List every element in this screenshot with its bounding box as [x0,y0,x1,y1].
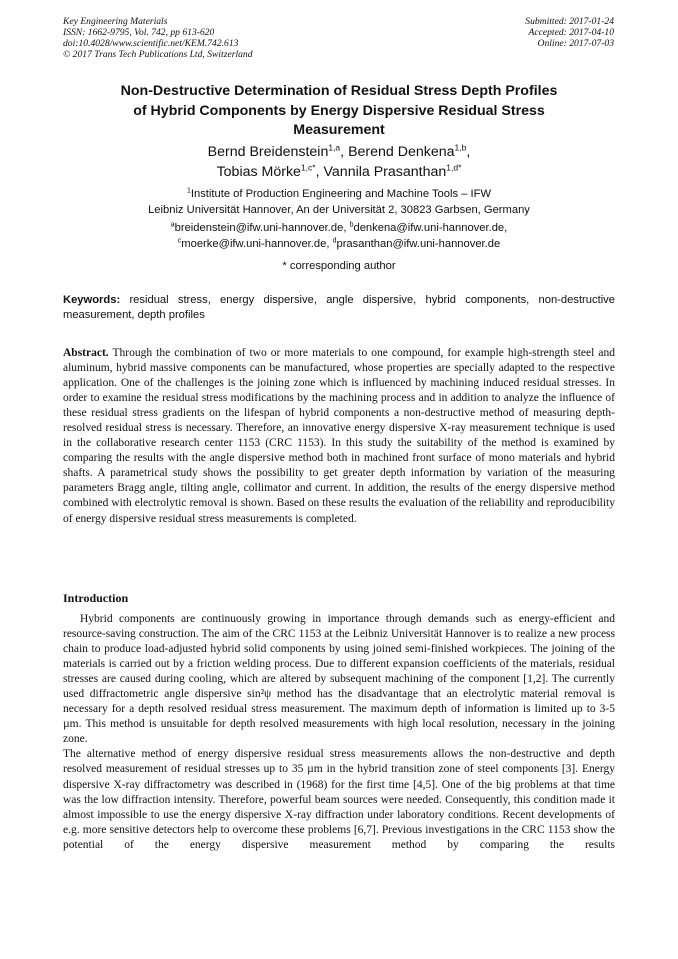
email-line-1: $^a$breidenstein@ifw.uni-hannover.de, $^b$denkena@ifw.uni-hannover.de, [170,221,508,234]
email-link[interactable]: denkena@ifw.uni-hannover.de, [353,222,508,234]
email-link[interactable]: breidenstein@ifw.uni-hannover.de, [174,222,350,234]
accepted-date: Accepted: 2017-04-10 [528,27,614,38]
author-emails [70,221,608,252]
abstract-text: Through the combination of two or more materials to one compound, for example high-strength steel and aluminum, hybrid massive components can be manufactured, whose properties are specially adapted to the respective application. One of the challenges is the joining zone which is influenced by machining induced residual stresses. In order to examine the residual stress modifications by the machining process and in addition to analyze the influence of these residual stress gradients on the lifespan of hybrid components a non-destructive method of measuring depth-resolved residual stress is necessary. Therefore, an innovative energy dispersive X-ray measurement technique is used in the collaborative research center 1153 (CRC 1153). In this study the suitability of the method is examined by comparing the results with the angle dispersive method both in machined front surface of mono materials and hybrid shafts. A parametrical study shows the possibility to get greater depth information by variation of the measuring parameters Bragg angle, tilting angle, collimator and current. In addition, the results of the energy dispersive method combined with electrolytic removal is shown. Based on these results the evaluation of the reliability and reproducibility of energy dispersive residual stress measurements is completed. [63,347,615,525]
keywords [63,293,615,324]
author-name: Tobias Mörke [216,163,301,180]
email-link[interactable]: moerke@ifw.uni-hannover.de, [181,237,333,250]
affiliation-line-1: $^1$Institute of Production Engineering and Machine Tools – IFW [186,187,492,200]
email-link[interactable]: prasanthan@ifw.uni-hannover.de [336,237,501,250]
publication-dates [525,16,614,49]
author-separator: , [340,144,349,160]
author-line-2 [70,163,608,183]
abstract-label: Abstract. [63,347,109,359]
author-separator: , [466,144,471,160]
journal-info [63,16,253,60]
author-affil-mark: 1,c* [300,161,316,172]
doi: doi:10.4028/www.scientific.net/KEM.742.613 [63,38,239,49]
copyright: © 2017 Trans Tech Publications Ltd, Switzerland [63,49,253,60]
online-date: Online: 2017-07-03 [537,38,614,49]
keywords-text: residual stress, energy dispersive, angle dispersive, hybrid components, non-destructive measurement, depth profiles [63,294,615,322]
author-name: Berend Denkena [348,144,455,160]
issn: ISSN: 1662-9795, Vol. 742, pp 613-620 [63,27,215,38]
email-line-2: $^c$moerke@ifw.uni-hannover.de, $^d$prasanthan@ifw.uni-hannover.de [177,236,501,250]
author-separator: , [315,163,324,180]
journal-name: Key Engineering Materials [63,16,168,27]
affiliation-mark: 1 [186,187,191,195]
section-heading-introduction: Introduction [63,591,129,605]
introduction-paragraph-2: The alternative method of energy dispersive residual stress measurements allows the non-destructive and depth resolved measurement of residual stresses up to 35 µm in the hybrid transition zone of steel components [3]. Energy dispersive X-ray diffractometry was described in (1968) for the first time [4,5]. One of the big problems at that time was the low diffraction intensity. Therefore, powerful beam sources were needed. Consequently, this condition made it almost impossible to use the energy dispersive X-ray diffraction under laboratory conditions. Recent developments of e.g. more sensitive detectors help to overcome these problems [6,7]. Previous investigations in the CRC 1153 show the potential of the energy dispersive measurement method by comparing the results [63,748,615,851]
author-list [70,143,608,182]
author-affil-mark: 1,a [328,142,341,153]
title-line-2: of Hybrid Components by Energy Dispersive Residual Stress [133,102,545,119]
title-line-3: Measurement [293,122,385,138]
introduction-body [63,612,615,853]
abstract-paragraph [63,346,615,527]
author-line-1 [70,143,608,163]
author-name: Bernd Breidenstein [207,144,329,160]
title-line-1: Non-Destructive Determination of Residual Stress Depth Profiles [120,83,558,99]
author-name: Vannila Prasanthan [323,163,447,180]
author-affil-mark: 1,b [454,142,467,153]
keywords-label: Keywords: [63,294,121,306]
paper-title [70,82,608,141]
corresponding-author-note: * corresponding author [282,260,396,272]
submitted-date: Submitted: 2017-01-24 [525,16,614,27]
introduction-paragraph-1: Hybrid components are continuously growing in importance through demands such as energy-efficient and resource-saving construction. The aim of the CRC 1153 at the Leibniz Universität Hannover is to realize a new process chain to produce load-adjusted hybrid solid components by using joined semi-finished workpieces. The joining of the materials is carried out by a friction welding process. Due to different expansion coefficients of the materials, residual stresses are caused during cooling, which are altered by subsequent machining of the component [1,2]. The currently used diffractometric angle dispersive sin²ψ method has the disadvantage that an electrolytic material removal is necessary for a depth resolved residual stress measurement. The maximum depth of information is limited up to 3-5 µm. This method is unsuitable for depth resolved measurements with high local resolution, necessary in the joining zone. [63,613,615,746]
author-affil-mark: 1,d* [446,161,462,172]
affiliation [70,186,608,218]
abstract [63,346,615,527]
affiliation-line-2: Leibniz Universität Hannover, An der Universität 2, 30823 Garbsen, Germany [148,204,530,216]
